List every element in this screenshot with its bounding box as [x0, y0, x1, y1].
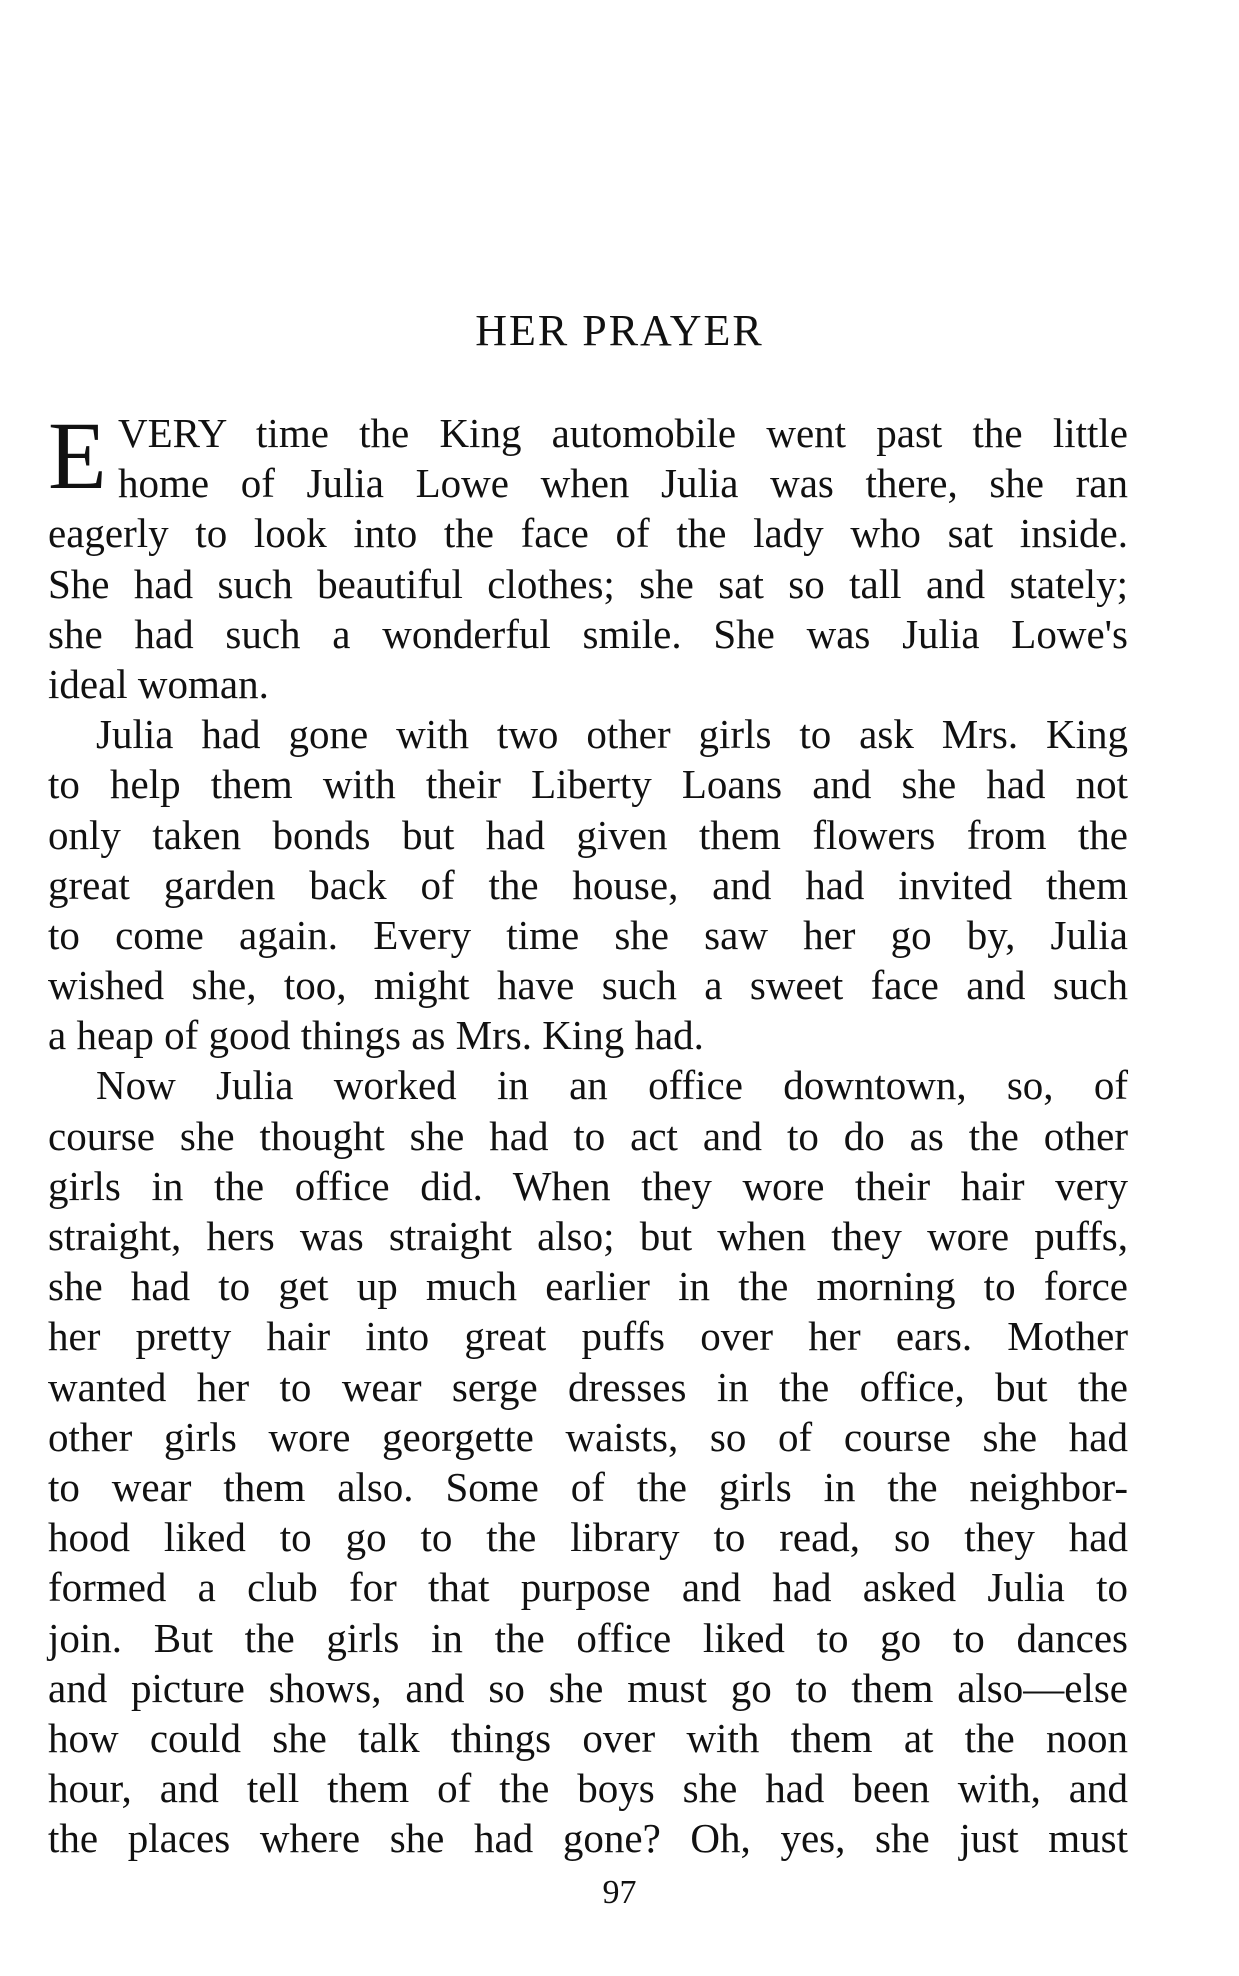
text-line: other girls wore georgette waists, so of course she had [48, 1413, 1128, 1460]
text-line: the places where she had gone? Oh, yes, she just must [48, 1815, 1128, 1862]
drop-cap: E [48, 402, 107, 509]
text-line: wanted her to wear serge dresses in the office, but the [48, 1363, 1128, 1410]
text-line: her pretty hair into great puffs over her ears. Mother [48, 1313, 1128, 1360]
text-line: course she thought she had to act and to do as the other [48, 1112, 1128, 1159]
text-line: to come again. Every time she saw her go by, Julia [48, 911, 1128, 958]
text-line: wished she, too, might have such a sweet face and such [48, 962, 1128, 1009]
page-number: 97 [602, 1874, 637, 1911]
text-line: Julia had gone with two other girls to ask Mrs. King [96, 711, 1128, 758]
text-line: home of Julia Lowe when Julia was there, she ran [118, 460, 1128, 507]
text-line: formed a club for that purpose and had asked Julia to [48, 1564, 1128, 1611]
text-line: hour, and tell them of the boys she had been with, and [48, 1765, 1128, 1812]
text-line: and picture shows, and so she must go to them also—else [48, 1664, 1128, 1711]
text-line: how could she talk things over with them at the noon [48, 1714, 1128, 1761]
text-line: VERY time the King automobile went past the little [118, 410, 1128, 456]
text-line: she had such a wonderful smile. She was Julia Lowe's [48, 610, 1128, 657]
text-line: only taken bonds but had given them flowers from the [48, 811, 1128, 858]
text-line: she had to get up much earlier in the morning to force [48, 1263, 1128, 1310]
text-line: great garden back of the house, and had invited them [48, 861, 1128, 908]
chapter-title: HER PRAYER [475, 306, 764, 355]
text-line: ideal woman. [48, 660, 269, 707]
text-line: She had such beautiful clothes; she sat so tall and stately; [48, 560, 1128, 607]
body-text [48, 402, 1128, 1863]
text-line: straight, hers was straight also; but when they wore puffs, [48, 1213, 1128, 1259]
text-line: to wear them also. Some of the girls in the neighbor- [48, 1463, 1128, 1510]
text-line: hood liked to go to the library to read, so they had [48, 1514, 1128, 1561]
text-line: girls in the office did. When they wore their hair very [48, 1162, 1128, 1209]
text-line: a heap of good things as Mrs. King had. [48, 1012, 704, 1059]
text-line: to help them with their Liberty Loans and she had not [48, 761, 1128, 808]
text-line: eagerly to look into the face of the lady who sat inside. [48, 510, 1128, 557]
text-line: Now Julia worked in an office downtown, so, of [96, 1062, 1128, 1109]
text-line: join. But the girls in the office liked to go to dances [48, 1614, 1128, 1661]
